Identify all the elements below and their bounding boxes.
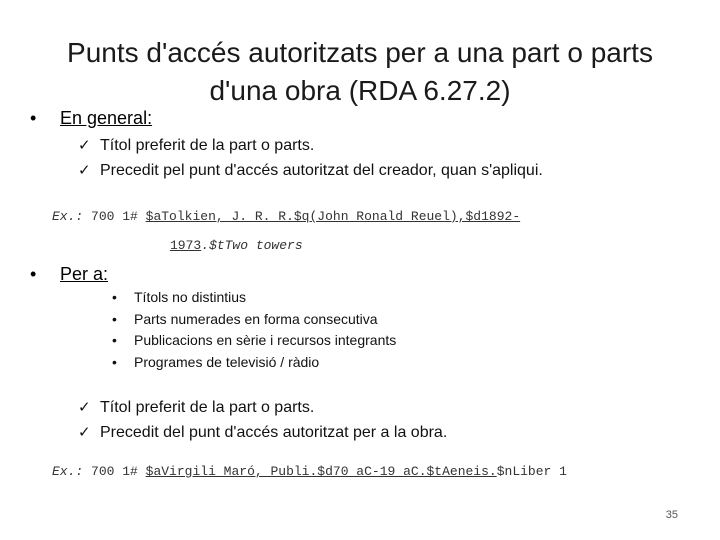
check-mark-icon: ✓ xyxy=(78,424,91,441)
example-1-line-2 xyxy=(170,238,303,253)
bullet-dot-icon: • xyxy=(112,311,117,327)
sub-item xyxy=(112,354,319,370)
author-link-continued[interactable]: 1973 xyxy=(170,238,202,253)
bullet-en-general xyxy=(30,108,152,129)
check-mark-icon: ✓ xyxy=(78,137,91,154)
check-item xyxy=(78,136,314,155)
check-item xyxy=(78,398,314,417)
page-number: 35 xyxy=(665,509,678,521)
author-link[interactable]: $aTolkien, J. R. R.$q(John Ronald Reuel),$d1892- xyxy=(145,209,521,224)
part-subfield: $nLiber 1 xyxy=(496,464,567,479)
check-mark-icon: ✓ xyxy=(78,162,91,179)
slide-title xyxy=(20,34,700,110)
sub-item xyxy=(112,289,246,305)
bullet-dot-icon: • xyxy=(112,332,117,348)
bullet-dot-icon: • xyxy=(30,108,37,128)
sub-item-text: Programes de televisió / ràdio xyxy=(134,354,320,370)
example-2-line xyxy=(52,464,567,479)
marc-field: 700 1# xyxy=(91,464,138,479)
example-prefix: Ex.: xyxy=(52,464,84,479)
check-item-text: Títol preferit de la part o parts. xyxy=(100,399,315,416)
bullet-dot-icon: • xyxy=(30,264,37,284)
check-item-text: Precedit pel punt d'accés autoritzat del creador, quan s'apliqui. xyxy=(100,162,543,179)
title-line-2: d'una obra (RDA 6.27.2) xyxy=(209,75,511,106)
work-link[interactable]: $aVirgili Maró, Publi.$d70 aC-19 aC.$tAeneis. xyxy=(145,464,497,479)
example-1-line-1 xyxy=(52,209,520,224)
sub-item xyxy=(112,311,378,327)
marc-field: 700 1# xyxy=(91,209,138,224)
bullet-dot-icon: • xyxy=(112,289,117,305)
bullet-label: En general: xyxy=(60,108,153,128)
sub-item-text: Parts numerades en forma consecutiva xyxy=(134,311,378,327)
check-item xyxy=(78,161,543,180)
bullet-dot-icon: • xyxy=(112,354,117,370)
title-line-1: Punts d'accés autoritzats per a una part o parts xyxy=(67,37,653,68)
bullet-per-a xyxy=(30,264,108,285)
title-subfield: .$tTwo towers xyxy=(201,238,303,253)
sub-item xyxy=(112,332,396,348)
check-item-text: Precedit del punt d'accés autoritzat per a la obra. xyxy=(100,424,448,441)
sub-item-text: Publicacions en sèrie i recursos integrants xyxy=(134,332,397,348)
check-mark-icon: ✓ xyxy=(78,399,91,416)
sub-item-text: Títols no distintius xyxy=(134,289,247,305)
bullet-label: Per a: xyxy=(60,264,109,284)
check-item xyxy=(78,423,447,442)
example-prefix: Ex.: xyxy=(52,209,84,224)
check-item-text: Títol preferit de la part o parts. xyxy=(100,137,315,154)
